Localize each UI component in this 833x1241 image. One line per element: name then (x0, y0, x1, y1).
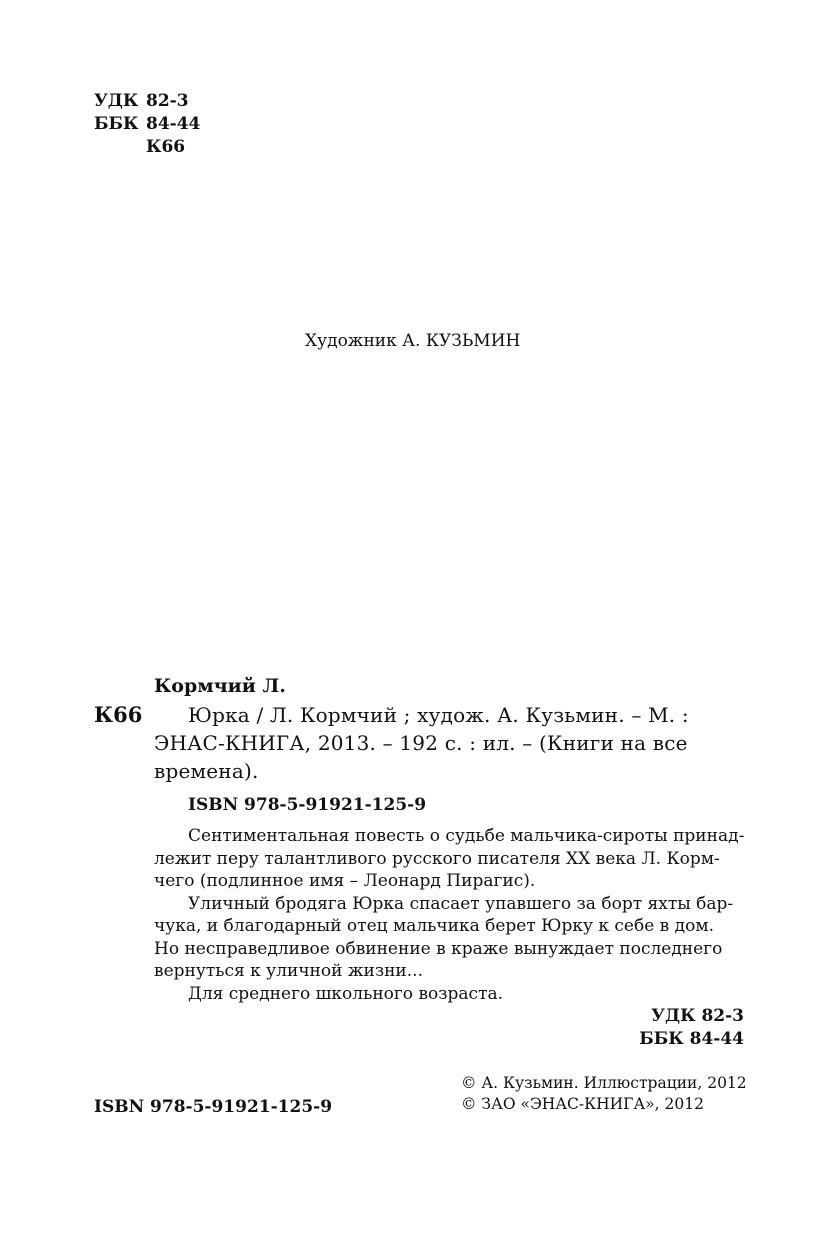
annotation-line: Для среднего школьного возраста. (188, 984, 504, 1004)
annotation-line: вернуться к уличной жизни... (154, 961, 423, 981)
annotation-line: Уличный бродяга Юрка спасает упавшего за борт яхты бар- (188, 894, 734, 914)
description-line: ЭНАС-КНИГА, 2013. – 192 с. : ил. – (Книги на все (154, 731, 688, 755)
annotation-line: чего (подлинное имя – Леонард Пирагис). (154, 871, 536, 891)
udk-record: УДК 82-3 (651, 1006, 744, 1026)
bbk-value: 84-44 (146, 114, 201, 134)
description-line: времена). (154, 759, 259, 783)
udk-top (94, 90, 189, 112)
copyright-illustrations: © А. Кузьмин. Иллюстрации, 2012 (461, 1074, 747, 1092)
bbk-record: ББК 84-44 (639, 1029, 744, 1049)
annotation-line: Сентиментальная повесть о судьбе мальчика-сироты принад- (188, 826, 745, 846)
bbk-top (94, 113, 200, 135)
description-line: Юрка / Л. Кормчий ; худож. А. Кузьмин. – М. : (188, 703, 689, 727)
artist-credit: Художник А. КУЗЬМИН (305, 331, 521, 351)
author-mark: К66 (94, 702, 143, 727)
udk-label: УДК (94, 91, 139, 111)
copyright-publisher: © ЗАО «ЭНАС-КНИГА», 2012 (461, 1095, 704, 1113)
annotation-line: лежит перу талантливого русского писателя XX века Л. Корм- (154, 849, 720, 869)
udk-value: 82-3 (146, 91, 189, 111)
annotation-line: Но несправедливое обвинение в краже вынуждает последнего (154, 939, 723, 959)
author-mark-top: К66 (146, 137, 186, 157)
author-heading: Кормчий Л. (154, 675, 286, 697)
isbn-record: ISBN 978-5-91921-125-9 (188, 795, 427, 815)
isbn-footer: ISBN 978-5-91921-125-9 (94, 1097, 333, 1117)
annotation-line: чука, и благодарный отец мальчика берет Юрку к себе в дом. (154, 916, 714, 936)
bbk-label: ББК (94, 114, 139, 134)
